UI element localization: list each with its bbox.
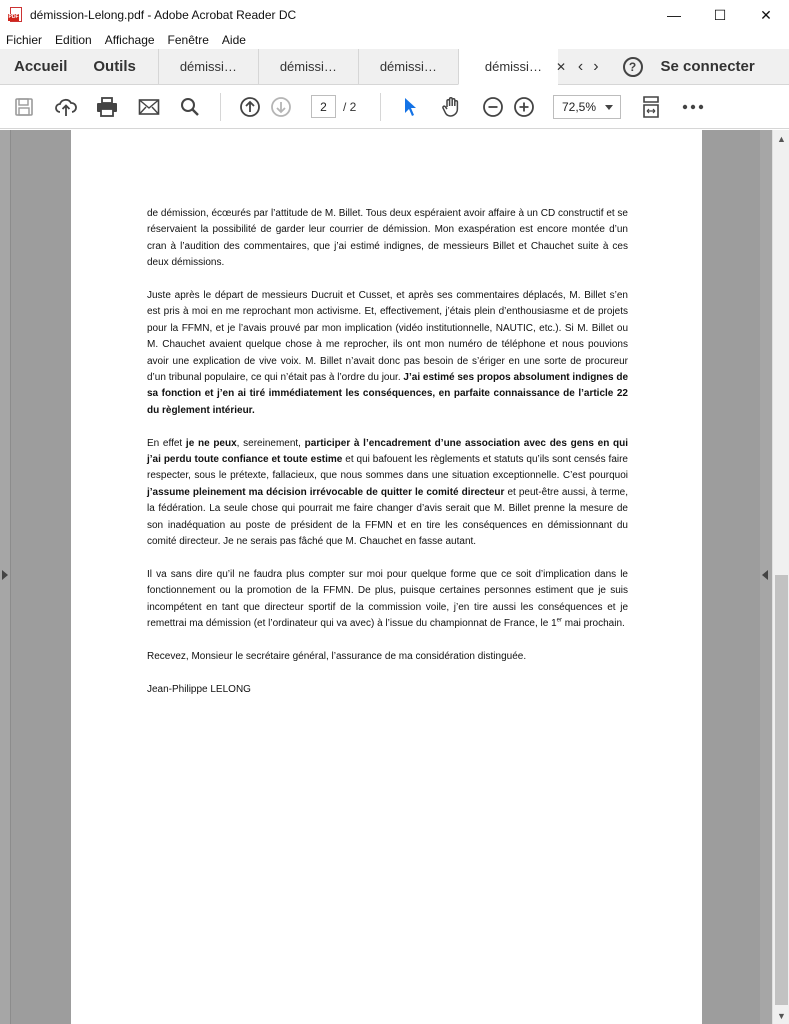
maximize-button[interactable]: ☐ [713,6,727,23]
left-panel-toggle[interactable] [0,130,11,1024]
print-icon[interactable] [95,95,119,119]
hand-icon[interactable] [440,95,464,119]
scroll-thumb[interactable] [775,575,788,1005]
tab-prev-icon[interactable]: ‹ [577,57,584,75]
paragraph-2 [147,288,628,419]
paragraph-3-text-a: En effet [147,437,183,449]
email-icon[interactable] [137,95,161,119]
paragraph-3-text-d: et peut-être aussi, à terme, la fédération. La seule chose qui pourrait me faire changer d’avis serait que M. Billet prenne la mesure de son inadéquation au poste de président de la FFMN et en tire les conséquences en démissionnant du comité directeur. Je ne serais pas fâché que M. Chauchet en fasse autant. [147,486,629,548]
pdf-page [71,130,702,1024]
more-icon[interactable] [681,95,705,119]
sign-in-button[interactable]: Se connecter [660,58,755,75]
expand-left-icon [2,570,8,580]
search-icon[interactable] [178,95,202,119]
paragraph-3-bold-a: je ne peux [185,437,237,449]
tab-document-active-label: démissi… [484,59,542,74]
title-bar [0,0,789,30]
page-total: / 2 [343,100,357,114]
expand-right-icon[interactable] [762,570,768,580]
tab-bar [0,49,789,85]
document-viewer [0,130,789,1024]
zoom-select[interactable] [553,95,621,119]
paragraph-4-text-a: Il va sans dire qu’il ne faudra plus compter sur moi pour quelque forme que ce soit d’implication dans le fonctionnement ou la promotion de la FFMN. De plus, puisque certaines personnes estiment que je suis incompétent en tant que directeur sportif de la commission voile, j’en tire aussi les conséquences et je remettrai ma démission (et l’ordinateur qui va avec) à l’issue du championnat de France, le 1 [147,568,628,630]
page-up-icon[interactable] [238,95,262,119]
toolbar-divider [380,93,381,121]
upload-icon[interactable] [54,95,78,119]
chevron-down-icon [605,105,613,110]
paragraph-2-bold: J’ai estimé ses propos absolument indignes de sa fonction et j’en ai tiré immédiatement les conséquences, en parfaite connaissance de l’article 22 du règlement intérieur. [147,372,629,416]
tab-document-1[interactable]: démissi… [158,49,258,84]
menu-aide[interactable]: Aide [221,32,246,47]
menu-fenetre[interactable]: Fenêtre [167,32,209,47]
scroll-up-icon[interactable]: ▲ [777,133,786,144]
vertical-scrollbar[interactable] [772,130,789,1024]
select-icon[interactable] [398,95,422,119]
paragraph-4-text-b: mai prochain. [562,618,625,630]
page-number-input[interactable]: 2 [311,95,336,118]
paragraph-3-text-c: et qui bafouent les règlements et statuts qu’ils sont censés faire respecter, sous le prétexte, fallacieux, que nous sommes dans une situation exceptionnelle. C’est pourquoi [147,454,628,482]
tab-next-icon[interactable]: › [593,57,599,75]
tab-tools[interactable]: Outils [93,58,136,75]
menu-affichage[interactable]: Affichage [104,32,155,47]
save-icon[interactable] [12,95,36,119]
superscript: er [556,617,562,624]
paragraph-5: Recevez, Monsieur le secrétaire général, l’assurance de ma considération distinguée. [147,650,527,662]
menu-bar [0,30,789,49]
minimize-button[interactable]: — [667,7,681,23]
tab-document-3[interactable]: démissi… [358,49,458,84]
toolbar [0,85,789,129]
paragraph-3-bold-b: participer à l’encadrement d’une association avec des gens en qui j’ai perdu toute confiance et toute estime [147,437,629,466]
signature: Jean-Philippe LELONG [147,683,251,695]
toolbar-divider [220,93,221,121]
tab-home[interactable]: Accueil [14,58,68,75]
paragraph-3 [147,436,628,551]
paragraph-2-text: Juste après le départ de messieurs Ducruit et Cusset, et après ses commentaires déplacés, M. Billet s’en est pris à moi en me reprochant mon activisme. Et, effectivement, j’étais plein d’enthousiasme et de projets pour la FFMN, et je l’avais prouvé par mon implication (vidéo institutionnelle, NAUTIC, etc.). Si M. Billet ou M. Chauchet avaient quelque chose à me reprocher, ils ont mon numéro de téléphone et nous pouvions avoir une explication de vive voix. M. Billet n’avait donc pas besoin de s’ériger en une sorte de procureur d’un tribunal populaire, ce qui n’était pas à l’ordre du jour. [147,290,628,384]
paragraph-3-bold-c: j’assume pleinement ma décision irrévocable de quitter le comité directeur [147,486,505,498]
paragraph-3-text-b: , sereinement, [236,437,301,449]
tab-document-2[interactable]: démissi… [258,49,358,84]
menu-edition[interactable]: Edition [55,32,92,47]
close-tab-icon[interactable]: ✕ [555,59,567,74]
help-icon[interactable]: ? [623,57,643,77]
paragraph-1: de démission, écœurés par l’attitude de M. Billet. Tous deux espéraient avoir affaire à un CD constructif et se réservaient la possibilité de garder leur courrier de démission. Mon exaspération est encore montée d’un cran à l’audition des commentaires, que j’ai estimé indignes, de messieurs Billet et Chauchet suite à ces deux démissions. [147,208,628,269]
window-title: démission-Lelong.pdf - Adobe Acrobat Reader DC [30,8,297,22]
zoom-out-icon[interactable] [481,95,505,119]
fit-page-icon[interactable] [639,95,663,119]
pdf-file-icon: PDF [8,7,24,23]
scroll-down-icon[interactable]: ▼ [777,1010,786,1021]
menu-fichier[interactable]: Fichier [6,32,43,47]
page-down-icon[interactable] [269,95,293,119]
zoom-value: 72,5% [562,100,597,114]
paragraph-4 [147,567,628,633]
tab-document-active[interactable] [458,49,567,85]
close-window-button[interactable]: ✕ [760,6,772,23]
page-content [147,206,628,715]
zoom-in-icon[interactable] [512,95,536,119]
